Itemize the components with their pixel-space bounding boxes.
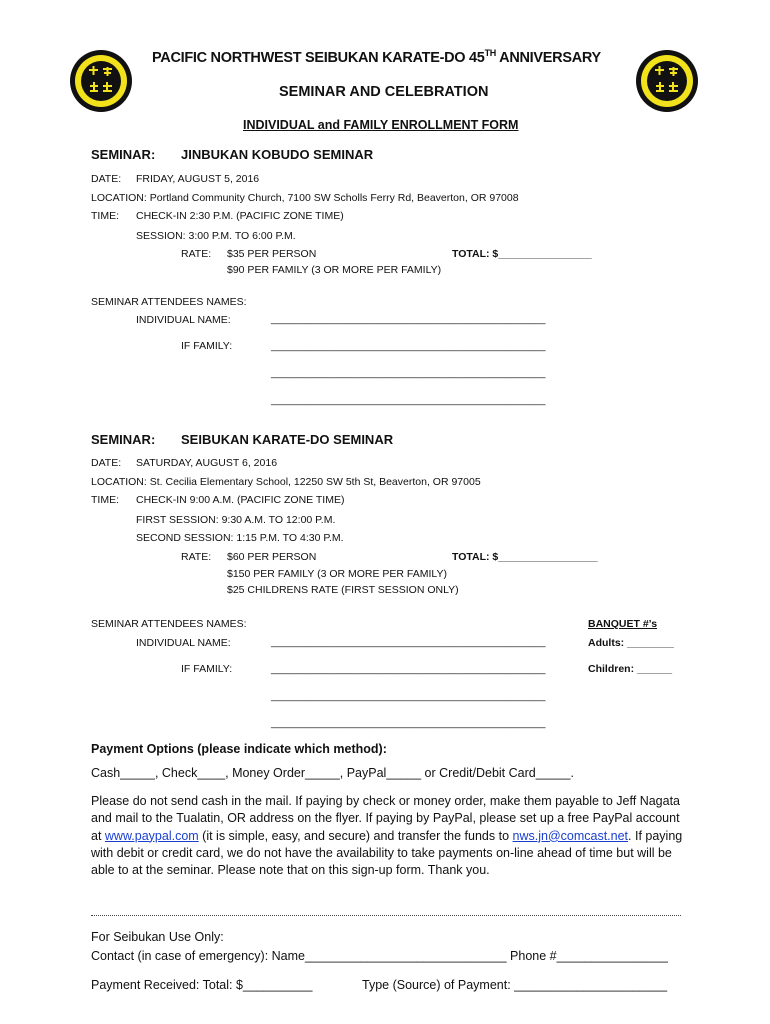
payment-text: . If paying with debit or credit card, we do not have the availability to take payments on-line ahead of time but will be able to at the seminar. Please note that on this sign-up form. Thank you. [91, 828, 683, 878]
seminar1-name: JINBUKAN KOBUDO SEMINAR [181, 147, 374, 162]
form-title: INDIVIDUAL and FAMILY ENROLLMENT FORM [243, 118, 519, 132]
paypal-link[interactable]: www.paypal.com [104, 828, 199, 843]
seminar1-family-label: IF FAMILY: [181, 340, 233, 352]
title-text: PACIFIC NORTHWEST SEIBUKAN KARATE-DO 45 [152, 49, 485, 66]
payment-text: Please do not send cash in the mail. If paying by check or money order, make them payable to Jeff Nagata and mail to the Tualatin, OR address on the flyer. If paying by PayPal, please set up a free PayPal account at [91, 794, 680, 843]
right-logo-seal [636, 50, 698, 112]
seminar2-date: SATURDAY, AUGUST 6, 2016 [136, 457, 278, 469]
seminar2-rate-person: $60 PER PERSON [227, 551, 317, 563]
banquet-title: BANQUET #’s [588, 618, 658, 630]
left-logo-seal [70, 50, 132, 112]
seminar2-label: SEMINAR: [91, 432, 156, 447]
seminar2-attendees-label: SEMINAR ATTENDEES NAMES: [91, 618, 247, 630]
seminar1-rate-label: RATE: [181, 248, 212, 260]
seminar1-location: LOCATION: Portland Community Church, 7100 SW Scholls Ferry Rd, Beaverton, OR 97008 [91, 192, 519, 204]
seminar2-rate-label: RATE: [181, 551, 212, 563]
seminar2-name: SEIBUKAN KARATE-DO SEMINAR [181, 432, 394, 447]
seminar1-rate-family: $90 PER FAMILY (3 OR MORE PER FAMILY) [227, 264, 442, 276]
seminar2-family-name-field[interactable]: _______________________________________________ [271, 690, 546, 702]
payment-instructions [91, 793, 691, 879]
seminar2-checkin: CHECK-IN 9:00 A.M. (PACIFIC ZONE TIME) [136, 494, 345, 506]
seminar1-family-name-field[interactable]: _______________________________________________ [271, 394, 546, 406]
payment-options[interactable]: Cash_____, Check____, Money Order_____, PayPal_____ or Credit/Debit Card_____. [91, 766, 574, 780]
email-link[interactable]: nws.jn@comcast.net [512, 828, 629, 843]
seminar2-time-label: TIME: [91, 494, 119, 506]
office-use-heading: For Seibukan Use Only: [91, 930, 224, 944]
seminar1-rate-person: $35 PER PERSON [227, 248, 317, 260]
payment-text: (it is simple, easy, and secure) and transfer the funds to [198, 828, 513, 843]
seminar1-label: SEMINAR: [91, 147, 156, 162]
seminar2-rate-children: $25 CHILDRENS RATE (FIRST SESSION ONLY) [227, 584, 459, 596]
payment-heading: Payment Options (please indicate which method): [91, 742, 387, 756]
seminar2-rate-family: $150 PER FAMILY (3 OR MORE PER FAMILY) [227, 568, 447, 580]
seminar2-location: LOCATION: St. Cecilia Elementary School, 12250 SW 5th St, Beaverton, OR 97005 [91, 476, 481, 488]
seminar1-individual-name-field[interactable]: _______________________________________________ [271, 313, 546, 325]
seminar2-date-label: DATE: [91, 457, 122, 469]
payment-received-field[interactable]: Payment Received: Total: $__________ [91, 978, 313, 992]
seminar2-total-field[interactable]: TOTAL: $_________________ [452, 551, 598, 563]
payment-type-field[interactable]: Type (Source) of Payment: ______________________ [362, 978, 668, 992]
seminar1-attendees-label: SEMINAR ATTENDEES NAMES: [91, 296, 247, 308]
seminar2-second-session: SECOND SESSION: 1:15 P.M. TO 4:30 P.M. [136, 532, 344, 544]
divider [91, 915, 681, 916]
seminar2-family-label: IF FAMILY: [181, 663, 233, 675]
banquet-adults-field[interactable]: Adults: ________ [588, 637, 674, 649]
title-text-end: ANNIVERSARY [495, 49, 601, 66]
seminar1-family-name-field[interactable]: _______________________________________________ [271, 367, 546, 379]
seminar1-date: FRIDAY, AUGUST 5, 2016 [136, 173, 260, 185]
page-title-line2: SEMINAR AND CELEBRATION [279, 84, 489, 100]
seminar1-individual-label: INDIVIDUAL NAME: [136, 314, 231, 326]
seminar2-family-name-field[interactable]: _______________________________________________ [271, 717, 546, 729]
seminar2-individual-label: INDIVIDUAL NAME: [136, 637, 231, 649]
seminar1-family-name-field[interactable]: _______________________________________________ [271, 340, 546, 352]
page-title-line1 [152, 48, 601, 66]
seminar2-individual-name-field[interactable]: _______________________________________________ [271, 636, 546, 648]
seminar1-total-field[interactable]: TOTAL: $________________ [452, 248, 592, 260]
emergency-contact-field[interactable]: Contact (in case of emergency): Name_____________________________ Phone #________________ [91, 949, 668, 963]
title-superscript: TH [484, 48, 496, 58]
banquet-children-field[interactable]: Children: ______ [588, 663, 673, 675]
seminar1-checkin: CHECK-IN 2:30 P.M. (PACIFIC ZONE TIME) [136, 210, 344, 222]
seminar2-first-session: FIRST SESSION: 9:30 A.M. TO 12:00 P.M. [136, 514, 336, 526]
seminar1-session: SESSION: 3:00 P.M. TO 6:00 P.M. [136, 230, 296, 242]
seminar2-family-name-field[interactable]: _______________________________________________ [271, 663, 546, 675]
seminar1-date-label: DATE: [91, 173, 122, 185]
seminar1-time-label: TIME: [91, 210, 119, 222]
